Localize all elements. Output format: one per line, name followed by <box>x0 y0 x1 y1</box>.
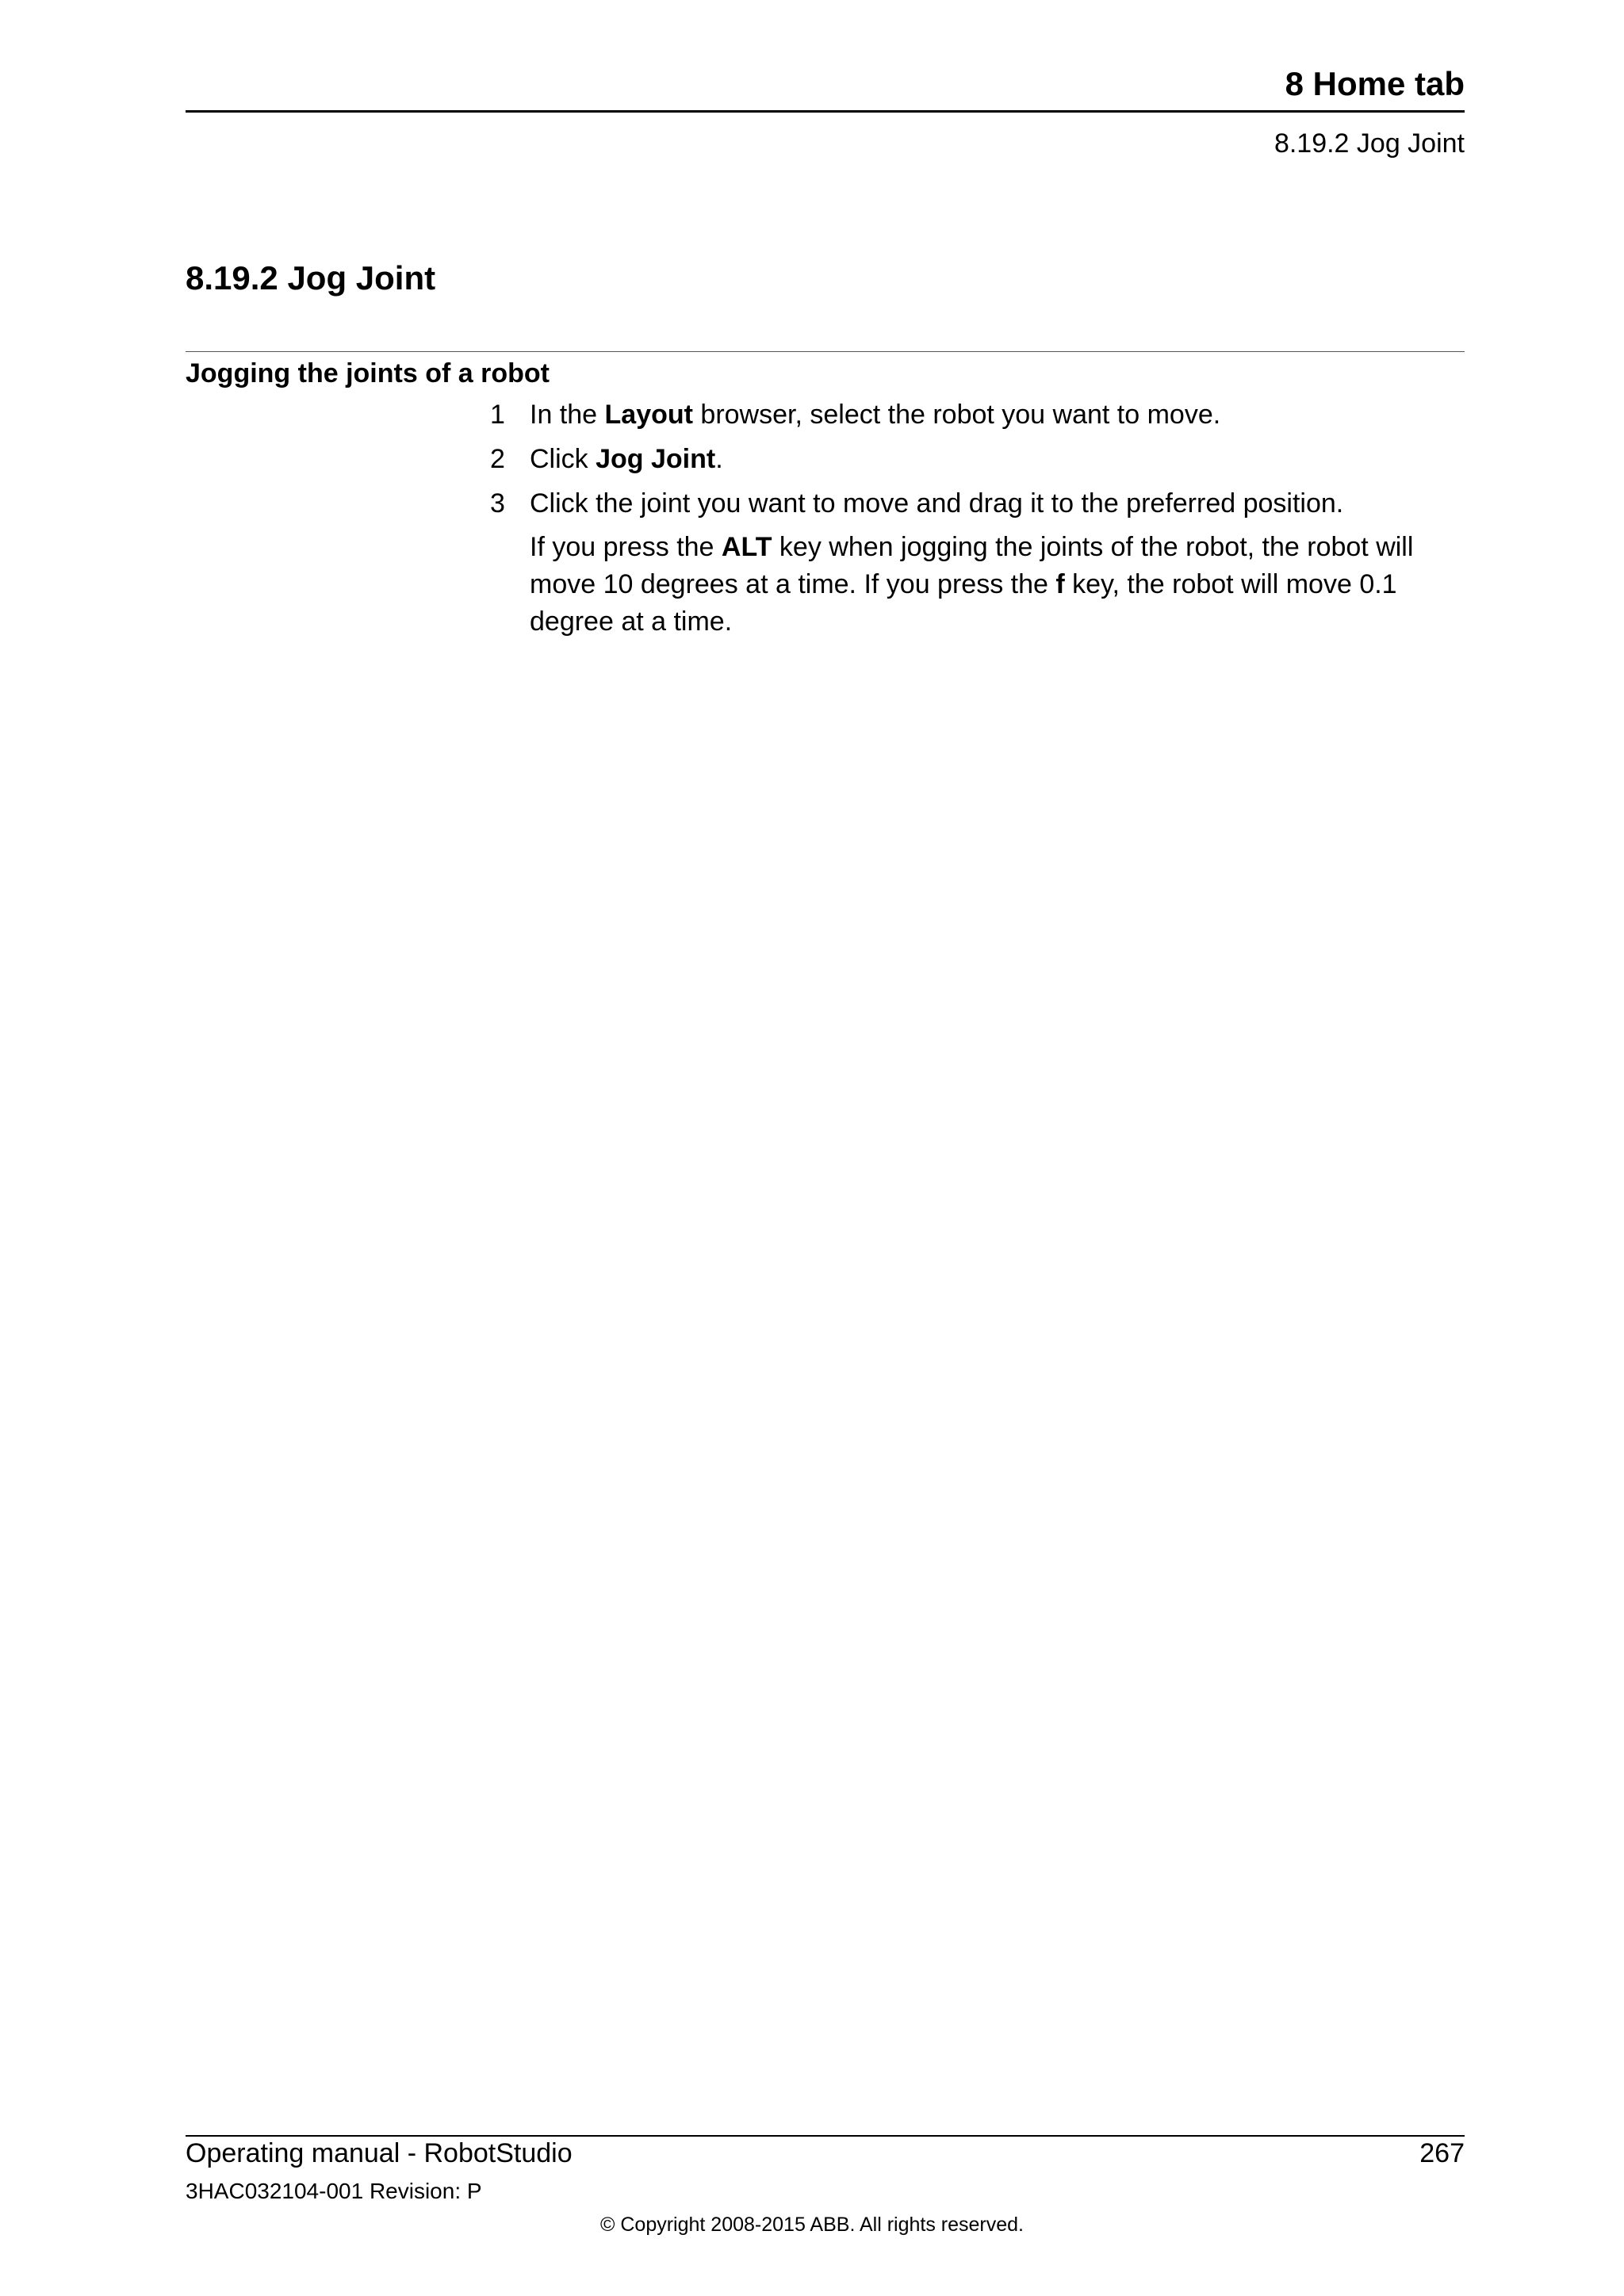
chapter-header: 8 Home tab <box>1285 65 1465 102</box>
header-divider <box>186 110 1465 113</box>
step-note: If you press the ALT key when jogging the joints of the robot, the robot will move 10 degrees at a time. If you press the f key, the robot will move 0.1 degree at a time. <box>530 532 1414 637</box>
block-title: Jogging the joints of a robot <box>186 358 550 388</box>
step-number: 2 <box>490 444 505 474</box>
step-text: In the Layout browser, select the robot you want to move. <box>530 400 1221 430</box>
step-item <box>490 392 1473 437</box>
step-number: 1 <box>490 400 505 430</box>
block-divider <box>186 351 1465 352</box>
document-id: 3HAC032104-001 Revision: P <box>186 2179 482 2203</box>
step-item <box>490 481 1473 526</box>
page-number: 267 <box>1419 2138 1465 2168</box>
key-f: f <box>1055 569 1065 599</box>
copyright-notice: © Copyright 2008-2015 ABB. All rights reserved. <box>600 2214 1024 2236</box>
step-number: 3 <box>490 488 505 519</box>
manual-title: Operating manual - RobotStudio <box>186 2138 573 2168</box>
section-title: 8.19.2 Jog Joint <box>186 259 436 297</box>
ui-term-layout: Layout <box>604 400 693 430</box>
step-item <box>490 437 1473 481</box>
ui-term-jog-joint: Jog Joint <box>596 444 716 474</box>
footer-divider <box>186 2135 1465 2137</box>
key-alt: ALT <box>721 532 772 562</box>
step-text: Click the joint you want to move and drag it to the preferred position. <box>530 488 1344 519</box>
procedure-steps <box>490 392 1473 641</box>
step-text: Click Jog Joint. <box>530 444 723 474</box>
section-header: 8.19.2 Jog Joint <box>1274 128 1465 159</box>
